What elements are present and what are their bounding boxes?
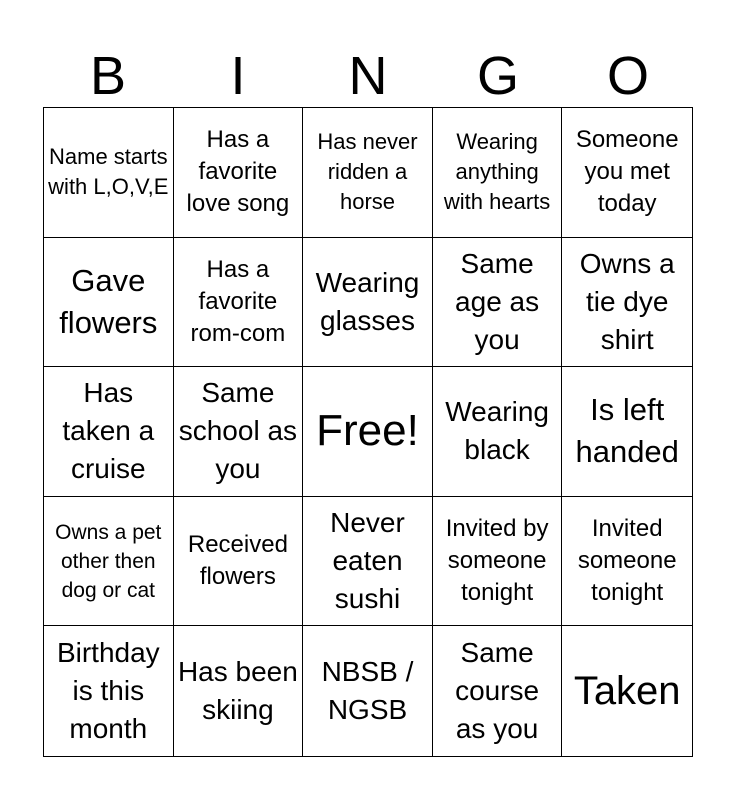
taken-text: Taken xyxy=(573,669,681,714)
free-space-text: Free! xyxy=(316,406,419,456)
cell-text: Never eaten sushi xyxy=(330,507,405,615)
bingo-cell[interactable] xyxy=(433,108,563,238)
cell-text: Is left handed xyxy=(575,392,679,470)
bingo-cell[interactable] xyxy=(44,238,174,368)
free-space-cell[interactable] xyxy=(303,367,433,497)
cell-text: Has never ridden a horse xyxy=(317,129,418,215)
cell-text: Same school as you xyxy=(178,377,298,485)
bingo-cell[interactable] xyxy=(174,367,304,497)
bingo-cell[interactable] xyxy=(303,497,433,627)
bingo-cell[interactable] xyxy=(44,497,174,627)
taken-cell[interactable] xyxy=(562,626,692,756)
cell-text: Wearing anything with hearts xyxy=(443,129,551,215)
cell-text: Owns a tie dye shirt xyxy=(579,247,675,355)
cell-text: Received flowers xyxy=(187,531,288,591)
cell-text: Wearing black xyxy=(445,396,549,466)
bingo-cell[interactable] xyxy=(44,626,174,756)
cell-text: Wearing glasses xyxy=(315,266,420,336)
header-letter-b: B xyxy=(89,46,127,106)
cell-text: Birthday is this month xyxy=(56,637,160,745)
cell-text: Invited by someone tonight xyxy=(445,515,549,607)
bingo-cell[interactable] xyxy=(174,108,304,238)
cell-text: Has been skiing xyxy=(177,656,298,726)
bingo-cell[interactable] xyxy=(562,238,692,368)
bingo-cell[interactable] xyxy=(44,367,174,497)
bingo-cell[interactable] xyxy=(303,626,433,756)
cell-text: Someone you met today xyxy=(575,126,679,218)
bingo-header xyxy=(43,48,693,104)
cell-text: Gave flowers xyxy=(59,262,158,340)
bingo-board xyxy=(43,107,693,757)
cell-text: Same age as you xyxy=(455,247,540,355)
cell-text: Has a favorite rom-com xyxy=(190,255,286,347)
bingo-cell[interactable] xyxy=(174,626,304,756)
bingo-cell[interactable] xyxy=(433,626,563,756)
bingo-cell[interactable] xyxy=(433,497,563,627)
cell-text: Has taken a cruise xyxy=(62,377,155,485)
cell-text: Invited someone tonight xyxy=(577,515,677,607)
cell-text: Name starts with L,O,V,E xyxy=(48,144,169,200)
header-letter-n: N xyxy=(348,46,388,106)
bingo-cell[interactable] xyxy=(562,108,692,238)
bingo-cell[interactable] xyxy=(433,238,563,368)
bingo-cell[interactable] xyxy=(174,497,304,627)
bingo-cell[interactable] xyxy=(433,367,563,497)
bingo-cell[interactable] xyxy=(562,367,692,497)
bingo-cell[interactable] xyxy=(562,497,692,627)
bingo-cell[interactable] xyxy=(303,108,433,238)
cell-text: Same course as you xyxy=(455,637,540,745)
cell-text: Has a favorite love song xyxy=(186,126,290,218)
header-letter-i: I xyxy=(230,46,246,106)
cell-text: NBSB / NGSB xyxy=(321,656,414,726)
bingo-cell[interactable] xyxy=(44,108,174,238)
header-letter-o: O xyxy=(606,46,649,106)
bingo-cell[interactable] xyxy=(303,238,433,368)
cell-text: Owns a pet other then dog or cat xyxy=(55,520,162,602)
bingo-cell[interactable] xyxy=(174,238,304,368)
header-letter-g: G xyxy=(476,46,519,106)
